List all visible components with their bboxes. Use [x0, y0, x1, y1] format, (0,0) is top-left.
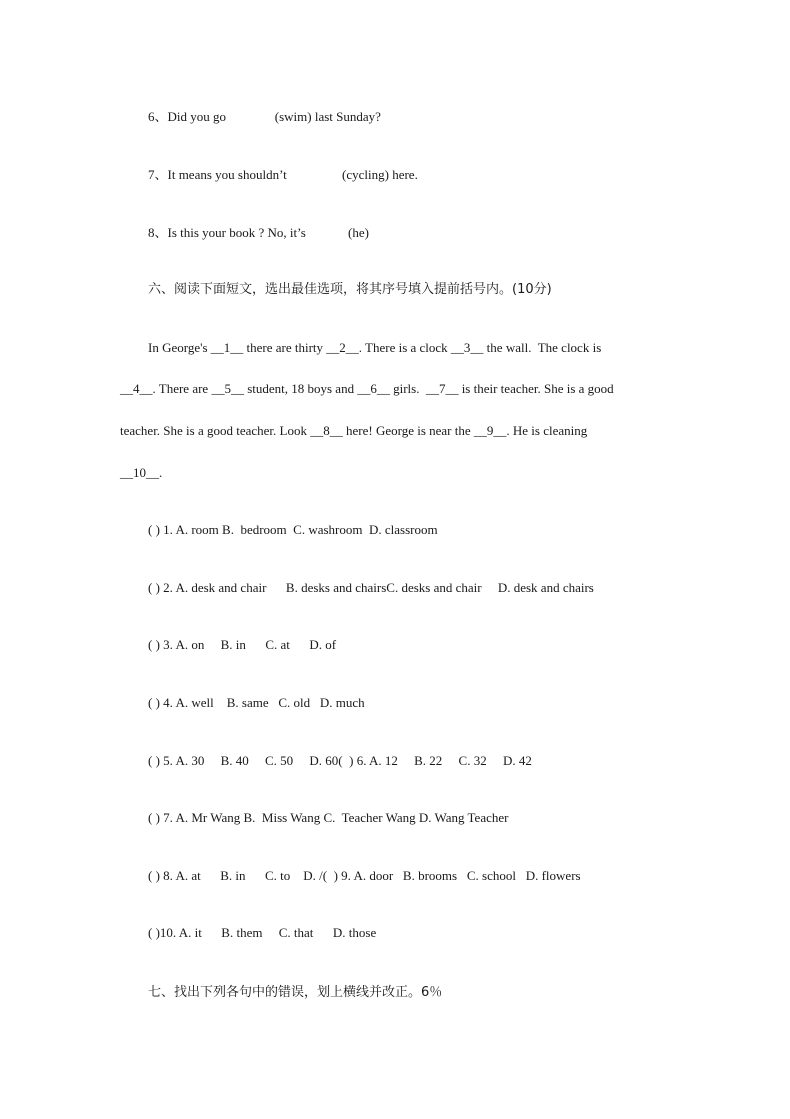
- option-row-6: ( ) 7. A. Mr Wang B. Miss Wang C. Teacher Wang D. Wang Teacher: [148, 810, 509, 825]
- option-row-5: ( ) 5. A. 30 B. 40 C. 50 D. 60( ) 6. A. 12 B. 22 C. 32 D. 42: [148, 753, 532, 768]
- option-row-8: ( )10. A. it B. them C. that D. those: [148, 925, 377, 940]
- fill-blank-8: 8、Is this your book ? No, it’s (he): [148, 225, 369, 240]
- passage-line-1: In George's __1__ there are thirty __2__. There is a clock __3__ the wall. The clock is: [148, 340, 602, 355]
- fill-blank-6: 6、Did you go (swim) last Sunday?: [148, 109, 381, 124]
- passage-line-4: __10__.: [120, 465, 163, 480]
- option-row-2: ( ) 2. A. desk and chair B. desks and chairsC. desks and chair D. desk and chairs: [148, 580, 594, 595]
- passage-line-3: teacher. She is a good teacher. Look __8__ here! George is near the __9__. He is cleaning: [120, 423, 588, 438]
- option-row-3: ( ) 3. A. on B. in C. at D. of: [148, 637, 337, 652]
- section-6-heading: 六、阅读下面短文，选出最佳选项，将其序号填入提前括号内。(10分): [148, 282, 552, 297]
- fill-blank-7: 7、It means you shouldn’t (cycling) here.: [148, 167, 418, 182]
- option-row-4: ( ) 4. A. well B. same C. old D. much: [148, 695, 365, 710]
- option-row-1: ( ) 1. A. room B. bedroom C. washroom D. classroom: [148, 522, 438, 537]
- passage-line-2: __4__. There are __5__ student, 18 boys and __6__ girls. __7__ is their teacher. She is a good: [120, 381, 614, 396]
- option-row-7: ( ) 8. A. at B. in C. to D. /( ) 9. A. door B. brooms C. school D. flowers: [148, 868, 581, 883]
- section-7-heading: 七、找出下列各句中的错误，划上横线并改正。6％: [148, 985, 443, 1000]
